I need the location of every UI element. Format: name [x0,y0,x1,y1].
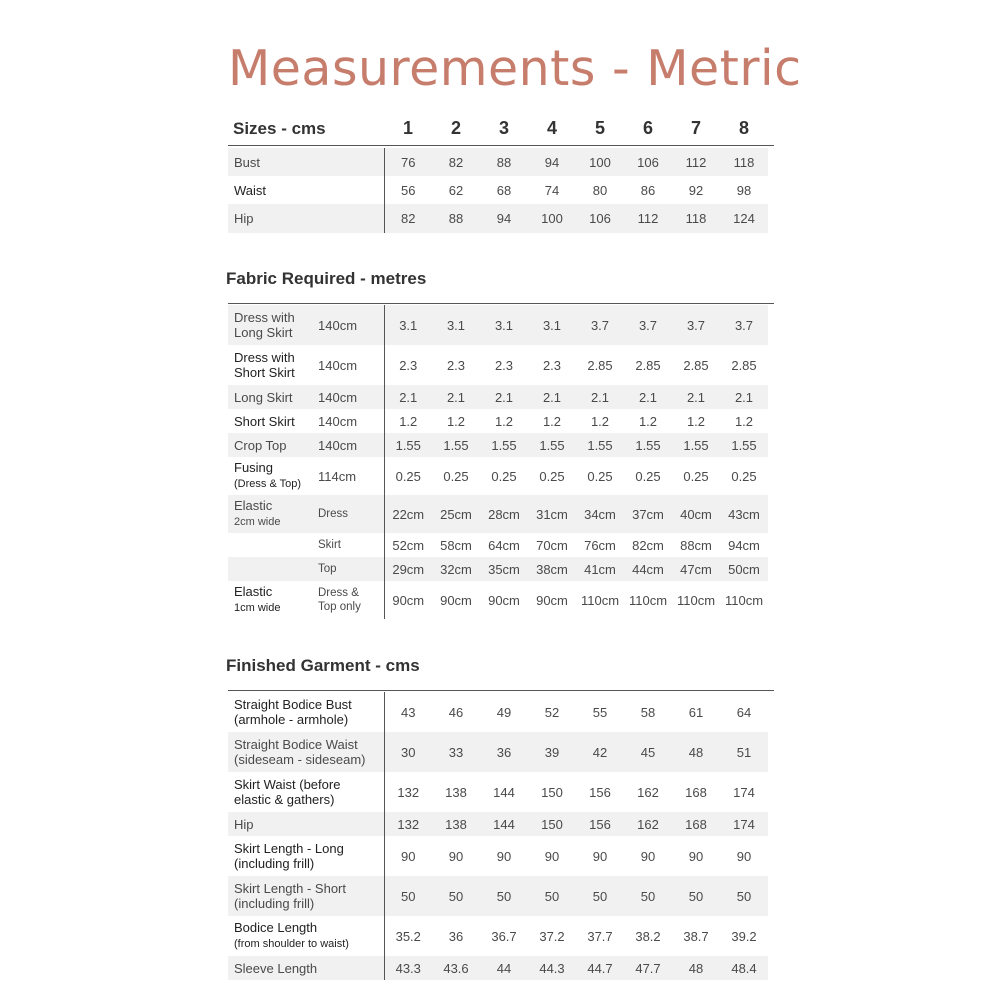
row-label-line2: (including frill) [234,896,315,911]
cell: 2.85 [587,357,613,373]
cell: 1.2 [638,413,658,429]
row-label-line2: Long Skirt [234,325,293,340]
cell: 132 [384,812,432,836]
cell: 2.1 [672,385,720,409]
cell: 1.55 [672,433,720,457]
cell: 39.2 [731,928,757,944]
row-label: Waist [234,182,267,198]
cell: 50 [624,876,672,916]
row-label: Straight Bodice Bust [234,697,352,712]
table-row [228,692,768,732]
size-number: 4 [546,118,557,138]
cell: 1.55 [720,433,768,457]
table-row [228,433,768,457]
table-row [228,409,768,433]
table-row [228,956,768,980]
cell: 43cm [720,495,768,533]
row-label: Short Skirt [234,413,295,429]
row-label: Skirt Length - Long [234,841,344,856]
cell: 2.85 [683,357,709,373]
cell: 36 [480,732,528,772]
cell: 90 [592,848,608,864]
cell: 2.1 [432,385,480,409]
cell: 2.3 [542,357,562,373]
cell: 156 [576,812,624,836]
cell: 42 [576,732,624,772]
cell: 90 [384,836,432,876]
cell: 49 [496,704,512,720]
cell: 64cm [488,537,520,553]
cell: 94 [480,204,528,233]
cell: 144 [493,784,515,800]
size-number: 1 [402,118,413,138]
cell: 50 [576,876,624,916]
cell: 90cm [440,592,472,608]
size-number: 6 [642,118,653,138]
table-row [228,204,768,233]
cell: 48 [672,956,720,980]
cell: 2.1 [576,385,624,409]
cell: 35.2 [384,916,432,956]
cell: 1.55 [624,433,672,457]
cell: 0.25 [731,468,757,484]
cell: 90cm [384,581,432,619]
table-row [228,148,768,176]
cell: 0.25 [683,468,709,484]
cell: 74 [544,182,560,198]
fabric-width: 140cm [318,305,384,345]
row-label: Hip [228,204,384,233]
cell: 38.7 [683,928,709,944]
table-row [228,345,768,385]
cell: 36.7 [491,928,517,944]
cell: 50 [720,876,768,916]
cell: 110cm [676,592,716,608]
row-label [228,533,318,557]
cell: 68 [496,182,512,198]
table-row [228,533,768,557]
cell: 50 [672,876,720,916]
cell: 132 [384,772,432,812]
cell: 174 [733,784,755,800]
cell: 43 [384,692,432,732]
row-label: Fusing [234,460,274,475]
fabric-table [228,305,769,619]
cell: 90 [688,848,704,864]
fabric-title: Fabric Required - metres [226,269,427,288]
sizes-header [228,112,774,146]
cell: 92 [688,182,704,198]
cell: 34cm [576,495,624,533]
cell: 88cm [680,537,712,553]
fabric-width: Skirt [318,539,341,551]
cell: 162 [637,784,659,800]
cell: 70cm [536,537,568,553]
cell: 0.25 [539,468,565,484]
cell: 43.6 [432,956,480,980]
cell: 1.2 [590,413,610,429]
cell: 1.55 [576,433,624,457]
cell: 62 [448,182,464,198]
row-label-line2: Short Skirt [234,365,295,380]
row-label: Bust [228,148,384,176]
cell: 51 [720,732,768,772]
cell: 156 [589,784,611,800]
fabric-width: 114cm [318,468,357,484]
cell: 86 [640,182,656,198]
cell: 144 [480,812,528,836]
cell: 3.1 [384,305,432,345]
table-row [228,495,768,533]
cell: 61 [688,704,704,720]
cell: 90cm [536,592,568,608]
cell: 40cm [672,495,720,533]
cell: 0.25 [635,468,661,484]
row-label: Sleeve Length [228,956,384,980]
cell: 41cm [576,557,624,581]
cell: 3.1 [480,305,528,345]
cell: 36 [448,928,464,944]
cell: 138 [432,812,480,836]
table-row [228,732,768,772]
row-label: Straight Bodice Waist [234,737,358,752]
cell: 1.2 [384,409,432,433]
sizes-table [228,148,768,233]
cell: 150 [541,784,563,800]
sizes-label: Sizes - cms [233,119,326,138]
cell: 52cm [384,533,432,557]
cell: 118 [672,204,720,233]
cell: 44cm [624,557,672,581]
cell: 1.2 [446,413,466,429]
table-row [228,457,768,495]
row-label: Skirt Waist (before [234,777,341,792]
cell: 58cm [440,537,472,553]
table-row [228,176,768,204]
cell: 106 [576,204,624,233]
fabric-width-line2: Top only [318,601,361,613]
cell: 50 [384,876,432,916]
row-label-line2: (armhole - armhole) [234,712,349,727]
cell: 94 [528,148,576,176]
cell: 0.25 [587,468,613,484]
cell: 50 [528,876,576,916]
cell: 1.2 [542,413,562,429]
cell: 3.7 [720,305,768,345]
cell: 30 [384,732,432,772]
cell: 2.1 [480,385,528,409]
cell: 22cm [384,495,432,533]
cell: 1.2 [494,413,514,429]
cell: 50 [432,876,480,916]
cell: 64 [736,704,752,720]
cell: 38cm [528,557,576,581]
cell: 90 [448,848,464,864]
cell: 29cm [384,557,432,581]
cell: 50cm [720,557,768,581]
cell: 82 [432,148,480,176]
size-number: 2 [450,118,461,138]
cell: 2.1 [720,385,768,409]
cell: 150 [528,812,576,836]
cell: 31cm [528,495,576,533]
cell: 2.3 [384,345,432,385]
cell: 47cm [672,557,720,581]
fabric-width: 140cm [318,413,358,429]
cell: 3.7 [672,305,720,345]
cell: 33 [432,732,480,772]
table-row [228,557,768,581]
cell: 174 [720,812,768,836]
size-number: 3 [498,118,509,138]
cell: 88 [432,204,480,233]
row-label: Skirt Length - Short [234,881,346,896]
divider [228,303,774,304]
cell: 110cm [580,592,620,608]
table-row [228,836,768,876]
cell: 1.55 [432,433,480,457]
cell: 48 [672,732,720,772]
cell: 3.7 [624,305,672,345]
cell: 25cm [432,495,480,533]
cell: 2.85 [731,357,757,373]
cell: 110cm [724,592,764,608]
table-row [228,876,768,916]
cell: 2.1 [384,385,432,409]
table-row [228,581,768,619]
cell: 37.7 [587,928,613,944]
row-label-line2: (sideseam - sideseam) [234,752,366,767]
page-title: Measurements - Metric [228,40,802,97]
cell: 112 [624,204,672,233]
cell: 3.7 [576,305,624,345]
cell: 28cm [480,495,528,533]
divider [228,690,774,691]
fabric-width: 140cm [318,385,384,409]
finished-table [228,692,768,980]
cell: 80 [592,182,608,198]
cell: 124 [720,204,768,233]
fabric-width: 140cm [318,433,384,457]
cell: 112 [672,148,720,176]
cell: 50 [480,876,528,916]
row-label: Crop Top [228,433,318,457]
cell: 100 [576,148,624,176]
row-label: Hip [228,812,384,836]
row-label: Elastic [234,584,273,599]
cell: 46 [448,704,464,720]
cell: 90 [544,848,560,864]
cell: 43.3 [384,956,432,980]
cell: 82 [384,204,432,233]
cell: 118 [720,148,768,176]
cell: 44.7 [576,956,624,980]
cell: 94cm [728,537,760,553]
cell: 138 [445,784,467,800]
table-row [228,772,768,812]
cell: 76 [384,148,432,176]
cell: 1.55 [480,433,528,457]
cell: 38.2 [635,928,661,944]
cell: 2.1 [624,385,672,409]
cell: 90 [640,848,656,864]
fabric-width: Dress [318,495,384,533]
cell: 0.25 [384,457,432,495]
cell: 90 [736,848,752,864]
cell: 76cm [584,537,616,553]
cell: 106 [624,148,672,176]
row-label: Bodice Length [234,920,318,935]
fabric-width: Dress & [318,587,359,599]
cell: 162 [624,812,672,836]
row-label: Long Skirt [228,385,318,409]
cell: 90 [496,848,512,864]
cell: 37cm [624,495,672,533]
cell: 90cm [488,592,520,608]
cell: 44 [480,956,528,980]
row-label-note: (Dress & Top) [234,478,302,490]
cell: 168 [685,784,707,800]
cell: 3.1 [528,305,576,345]
table-row [228,305,768,345]
cell: 47.7 [624,956,672,980]
cell: 82cm [632,537,664,553]
row-label-line2: elastic & gathers) [234,792,335,807]
cell: 88 [480,148,528,176]
cell: 168 [672,812,720,836]
row-label [228,557,318,581]
cell: 0.25 [491,468,517,484]
cell: 2.3 [494,357,514,373]
cell: 45 [624,732,672,772]
cell: 3.1 [432,305,480,345]
table-row [228,916,768,956]
row-label: Dress with [234,310,295,325]
row-label: Dress with [234,350,295,365]
cell: 39 [528,732,576,772]
finished-title: Finished Garment - cms [226,656,420,675]
cell: 56 [384,176,432,204]
row-label: Elastic [234,498,273,513]
cell: 0.25 [443,468,469,484]
cell: 52 [544,704,560,720]
size-number: 8 [738,118,749,138]
cell: 37.2 [539,928,565,944]
size-number: 7 [690,118,701,138]
cell: 2.85 [635,357,661,373]
cell: 98 [736,182,752,198]
cell: 55 [592,704,608,720]
row-label-line2: (including frill) [234,856,315,871]
row-label-note: (from shoulder to waist) [234,938,349,950]
cell: 44.3 [528,956,576,980]
cell: 2.3 [446,357,466,373]
cell: 48.4 [720,956,768,980]
fabric-width: Top [318,557,384,581]
size-number: 5 [594,118,605,138]
row-label-note: 2cm wide [234,516,281,528]
cell: 110cm [628,592,668,608]
cell: 1.2 [686,413,706,429]
cell: 1.55 [528,433,576,457]
table-row [228,385,768,409]
cell: 1.55 [384,433,432,457]
row-label-note: 1cm wide [234,602,281,614]
cell: 58 [640,704,656,720]
cell: 1.2 [734,413,754,429]
cell: 35cm [480,557,528,581]
cell: 100 [528,204,576,233]
table-row [228,812,768,836]
fabric-width: 140cm [318,357,358,373]
cell: 2.1 [528,385,576,409]
cell: 32cm [432,557,480,581]
